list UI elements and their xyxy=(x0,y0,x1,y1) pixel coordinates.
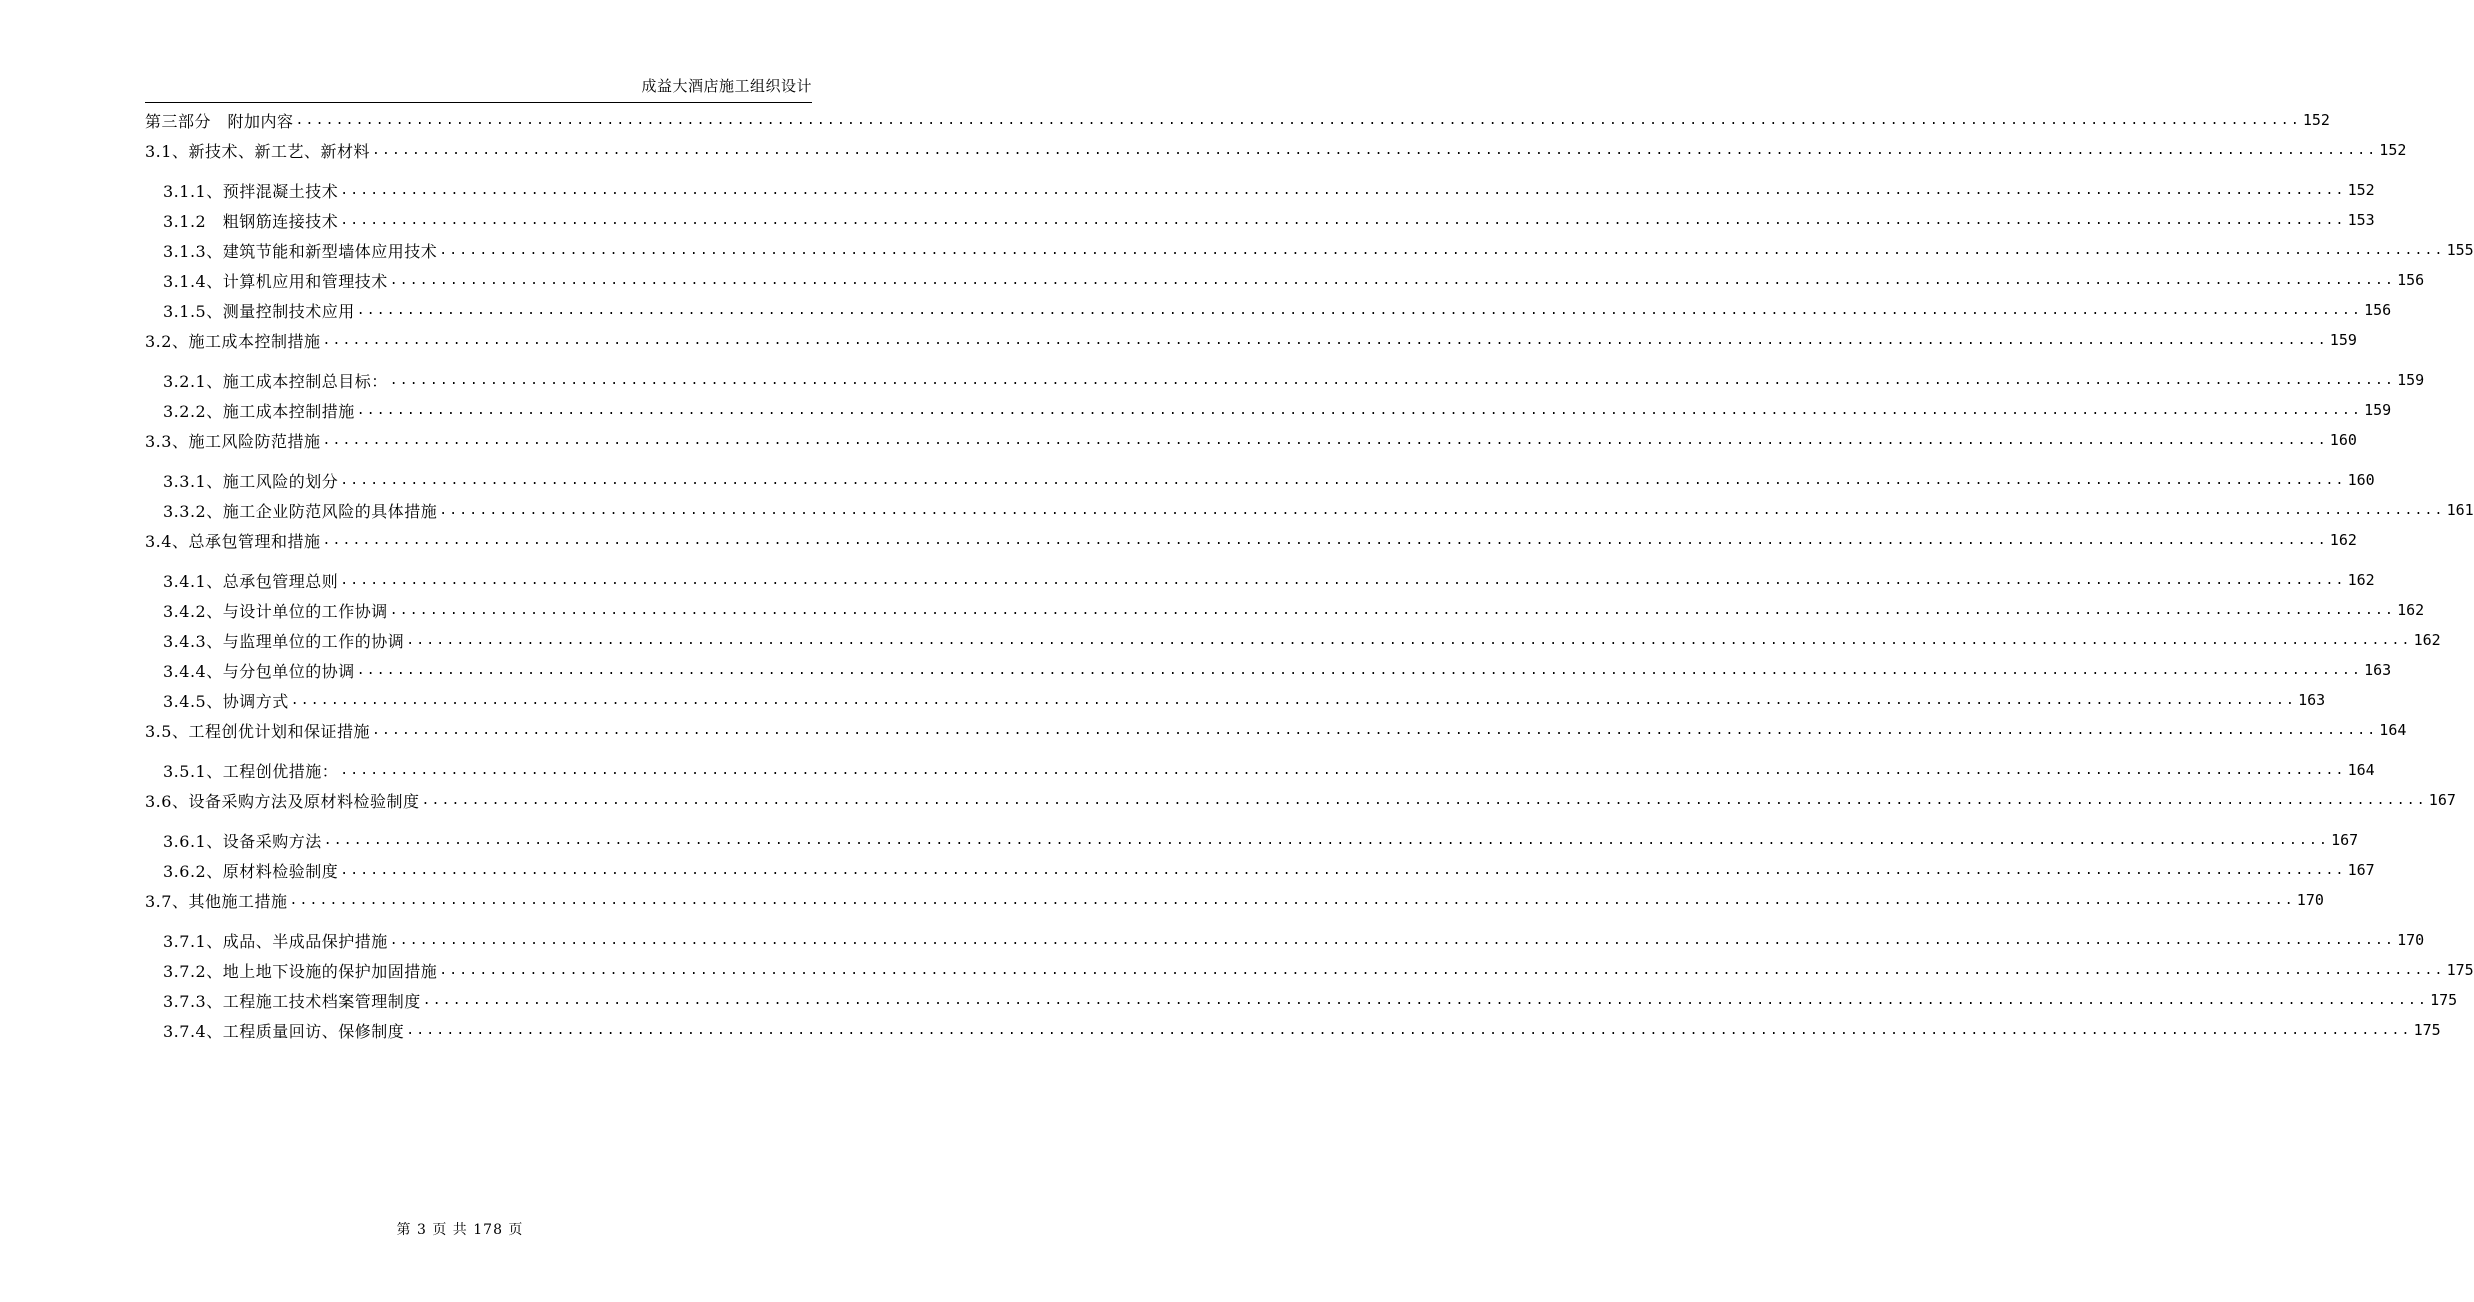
toc-dot-leader: ........................................................................................................................................................................................................ xyxy=(422,992,2429,1008)
toc-entry-page-number: 164 xyxy=(2347,761,2375,779)
toc-entry-title: 3.4.5、协调方式 xyxy=(163,691,289,711)
toc-entry[interactable] xyxy=(145,655,2392,685)
toc-entry[interactable] xyxy=(145,265,2425,295)
toc-entry-page-number: 162 xyxy=(2413,631,2441,649)
toc-entry-title: 3.7.2、地上地下设施的保护加固措施 xyxy=(163,961,438,981)
toc-entry-page-number: 175 xyxy=(2446,961,2474,979)
toc-entry-page-number: 153 xyxy=(2347,211,2375,229)
toc-entry-title: 3.1.4、计算机应用和管理技术 xyxy=(163,271,388,291)
toc-entry-title: 3.5.1、工程创优措施： xyxy=(163,761,339,781)
toc-entry-title: 3.1、新技术、新工艺、新材料 xyxy=(145,141,370,161)
toc-entry[interactable] xyxy=(145,855,2375,885)
toc-entry[interactable] xyxy=(145,105,2330,135)
toc-entry[interactable] xyxy=(145,325,2357,355)
toc-entry-page-number: 163 xyxy=(2298,691,2326,709)
toc-entry-title: 3.5、工程创优计划和保证措施 xyxy=(145,721,370,741)
toc-dot-leader: ........................................................................................................................................................................................................ xyxy=(439,502,2445,518)
toc-entry-title: 3.4.2、与设计单位的工作协调 xyxy=(163,601,388,621)
toc-dot-leader: ........................................................................................................................................................................................................ xyxy=(295,112,2301,128)
toc-entry[interactable] xyxy=(145,295,2392,325)
toc-entry-title: 3.7.1、成品、半成品保护措施 xyxy=(163,931,388,951)
toc-entry[interactable] xyxy=(145,685,2326,715)
toc-entry-title: 3.6.1、设备采购方法 xyxy=(163,831,322,851)
toc-entry[interactable] xyxy=(145,495,2474,525)
toc-entry[interactable] xyxy=(145,625,2441,655)
table-of-contents xyxy=(145,105,2474,1045)
toc-dot-leader: ........................................................................................................................................................................................................ xyxy=(340,182,2346,198)
toc-entry[interactable] xyxy=(145,595,2425,625)
toc-entry-page-number: 170 xyxy=(2397,931,2425,949)
toc-entry-page-number: 162 xyxy=(2329,531,2357,549)
toc-entry[interactable] xyxy=(145,785,2456,815)
page-footer: 第 3 页 共 178 页 xyxy=(396,1222,524,1238)
toc-dot-leader: ........................................................................................................................................................................................................ xyxy=(290,692,2297,708)
toc-entry-page-number: 161 xyxy=(2446,501,2474,519)
toc-entry[interactable] xyxy=(145,465,2375,495)
toc-entry-title: 3.4.1、总承包管理总则 xyxy=(163,571,339,591)
toc-entry-page-number: 162 xyxy=(2347,571,2375,589)
toc-dot-leader: ........................................................................................................................................................................................................ xyxy=(340,862,2346,878)
toc-entry-page-number: 152 xyxy=(2302,111,2330,129)
toc-dot-leader: ........................................................................................................................................................................................................ xyxy=(289,892,2295,908)
toc-entry[interactable] xyxy=(145,715,2407,745)
toc-entry-page-number: 159 xyxy=(2364,401,2392,419)
toc-entry[interactable] xyxy=(145,885,2324,915)
toc-entry-page-number: 167 xyxy=(2331,831,2359,849)
toc-dot-leader: ........................................................................................................................................................................................................ xyxy=(356,662,2363,678)
toc-entry-title: 3.3、施工风险防范措施 xyxy=(145,431,321,451)
toc-entry-page-number: 159 xyxy=(2329,331,2357,349)
toc-entry-title: 3.4.3、与监理单位的工作的协调 xyxy=(163,631,405,651)
toc-entry-title: 3.7.3、工程施工技术档案管理制度 xyxy=(163,991,421,1011)
toc-entry[interactable] xyxy=(145,565,2375,595)
toc-entry-page-number: 160 xyxy=(2347,471,2375,489)
toc-entry-page-number: 170 xyxy=(2296,891,2324,909)
toc-entry-title: 3.2.2、施工成本控制措施 xyxy=(163,401,355,421)
toc-dot-leader: ........................................................................................................................................................................................................ xyxy=(356,402,2363,418)
toc-entry[interactable] xyxy=(145,1015,2441,1045)
toc-dot-leader: ........................................................................................................................................................................................................ xyxy=(439,962,2445,978)
toc-entry-page-number: 175 xyxy=(2413,1021,2441,1039)
toc-dot-leader: ........................................................................................................................................................................................................ xyxy=(340,212,2346,228)
toc-entry-title: 3.4、总承包管理和措施 xyxy=(145,531,321,551)
toc-entry-title: 3.2.1、施工成本控制总目标： xyxy=(163,371,388,391)
toc-entry-title: 3.3.1、施工风险的划分 xyxy=(163,471,339,491)
toc-entry[interactable] xyxy=(145,525,2357,555)
toc-entry[interactable] xyxy=(145,425,2357,455)
toc-entry-page-number: 164 xyxy=(2379,721,2407,739)
toc-dot-leader: ........................................................................................................................................................................................................ xyxy=(323,832,2330,848)
toc-dot-leader: ........................................................................................................................................................................................................ xyxy=(439,242,2445,258)
toc-entry[interactable] xyxy=(145,825,2359,855)
toc-entry-title: 3.7、其他施工措施 xyxy=(145,891,288,911)
toc-dot-leader: ........................................................................................................................................................................................................ xyxy=(421,792,2427,808)
toc-entry-page-number: 159 xyxy=(2397,371,2425,389)
toc-dot-leader: ........................................................................................................................................................................................................ xyxy=(389,272,2396,288)
toc-entry-page-number: 152 xyxy=(2379,141,2407,159)
toc-entry-page-number: 152 xyxy=(2347,181,2375,199)
toc-dot-leader: ........................................................................................................................................................................................................ xyxy=(389,602,2396,618)
toc-entry-title: 3.1.3、建筑节能和新型墙体应用技术 xyxy=(163,241,438,261)
toc-entry[interactable] xyxy=(145,395,2392,425)
toc-entry-title: 3.1.2 粗钢筋连接技术 xyxy=(163,211,339,231)
toc-entry[interactable] xyxy=(145,175,2375,205)
toc-entry-page-number: 167 xyxy=(2428,791,2456,809)
toc-entry[interactable] xyxy=(145,985,2458,1015)
toc-dot-leader: ........................................................................................................................................................................................................ xyxy=(322,332,2328,348)
toc-entry-title: 3.1.1、预拌混凝土技术 xyxy=(163,181,339,201)
toc-dot-leader: ........................................................................................................................................................................................................ xyxy=(322,432,2328,448)
toc-entry-page-number: 160 xyxy=(2329,431,2357,449)
toc-entry[interactable] xyxy=(145,135,2407,165)
toc-dot-leader: ........................................................................................................................................................................................................ xyxy=(406,632,2412,648)
toc-entry-title: 3.4.4、与分包单位的协调 xyxy=(163,661,355,681)
toc-entry-title: 3.2、施工成本控制措施 xyxy=(145,331,321,351)
toc-dot-leader: ........................................................................................................................................................................................................ xyxy=(406,1022,2412,1038)
document-title: 成益大酒店施工组织设计 xyxy=(641,77,812,95)
toc-entry-page-number: 156 xyxy=(2397,271,2425,289)
toc-dot-leader: ........................................................................................................................................................................................................ xyxy=(322,532,2328,548)
toc-entry[interactable] xyxy=(145,755,2375,785)
toc-dot-leader: ........................................................................................................................................................................................................ xyxy=(340,762,2346,778)
toc-entry-title: 3.3.2、施工企业防范风险的具体措施 xyxy=(163,501,438,521)
toc-entry-page-number: 155 xyxy=(2446,241,2474,259)
toc-entry-page-number: 162 xyxy=(2397,601,2425,619)
toc-dot-leader: ........................................................................................................................................................................................................ xyxy=(371,142,2378,158)
toc-entry-page-number: 156 xyxy=(2364,301,2392,319)
toc-dot-leader: ........................................................................................................................................................................................................ xyxy=(356,302,2363,318)
toc-entry-title: 3.6、设备采购方法及原材料检验制度 xyxy=(145,791,420,811)
toc-entry[interactable] xyxy=(145,235,2474,265)
page-header xyxy=(145,76,812,103)
toc-entry[interactable] xyxy=(145,365,2425,395)
toc-dot-leader: ........................................................................................................................................................................................................ xyxy=(389,932,2396,948)
toc-dot-leader: ........................................................................................................................................................................................................ xyxy=(389,372,2396,388)
toc-entry[interactable] xyxy=(145,205,2375,235)
toc-entry[interactable] xyxy=(145,955,2474,985)
toc-entry-title: 3.6.2、原材料检验制度 xyxy=(163,861,339,881)
toc-entry-title: 3.7.4、工程质量回访、保修制度 xyxy=(163,1021,405,1041)
toc-dot-leader: ........................................................................................................................................................................................................ xyxy=(340,472,2346,488)
toc-dot-leader: ........................................................................................................................................................................................................ xyxy=(340,572,2346,588)
toc-dot-leader: ........................................................................................................................................................................................................ xyxy=(371,722,2378,738)
toc-entry-title: 第三部分 附加内容 xyxy=(145,111,294,131)
toc-entry-page-number: 175 xyxy=(2430,991,2458,1009)
toc-entry-page-number: 163 xyxy=(2364,661,2392,679)
toc-entry-title: 3.1.5、测量控制技术应用 xyxy=(163,301,355,321)
toc-entry[interactable] xyxy=(145,925,2425,955)
toc-entry-page-number: 167 xyxy=(2347,861,2375,879)
